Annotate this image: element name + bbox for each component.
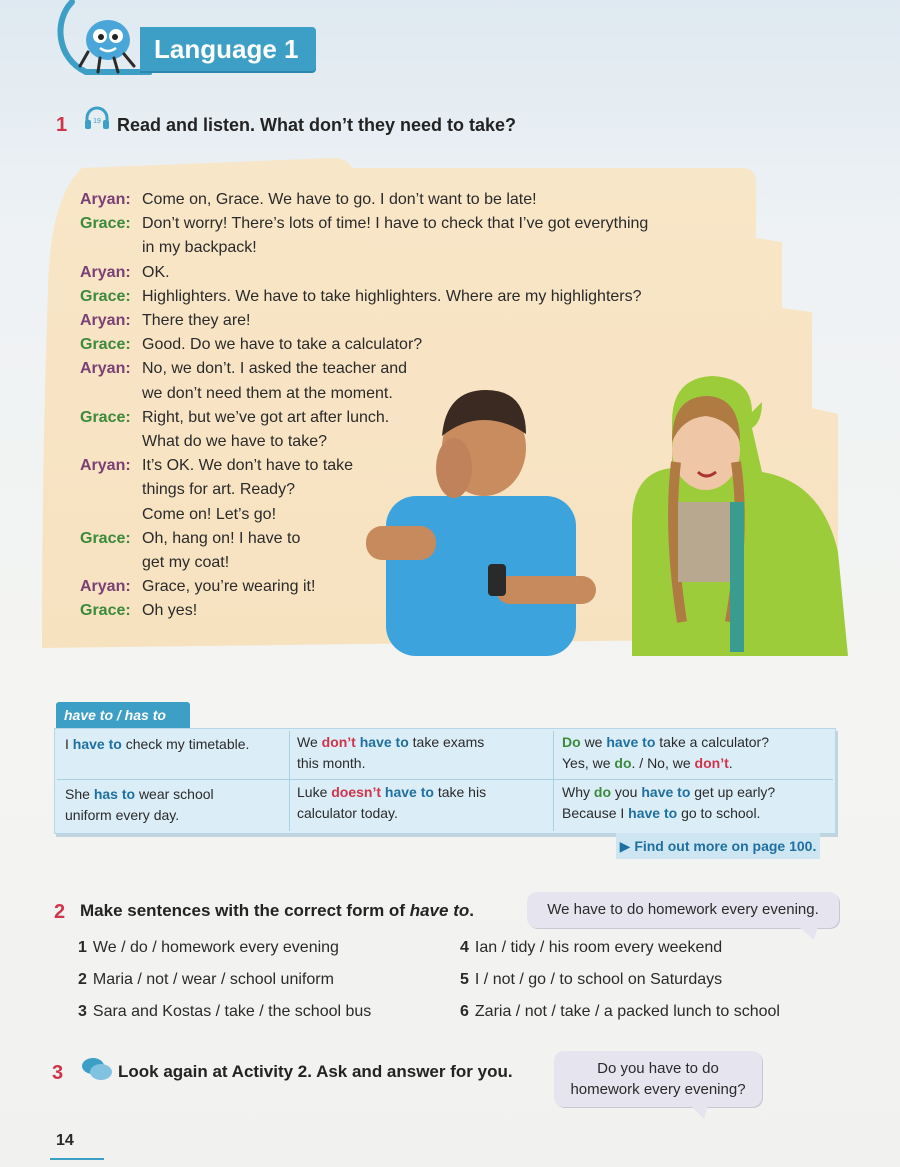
speech-bubbles-icon [80,1054,114,1084]
question-speech-bubble: Do you have to do homework every evening? [554,1051,762,1107]
line-text: Come on! Let’s go! [142,505,277,523]
dialogue-line [80,188,720,212]
dialogue-line [80,309,720,333]
speaker-label [80,382,142,406]
exercise-2-number: 2 [54,901,66,923]
dialogue-line [80,406,720,430]
dialogue-line [80,285,720,309]
speaker-label [80,551,142,575]
list-item: 3 Sara and Kostas / take / the school bus [78,1003,372,1020]
exercise-3-instruction: Look again at Activity 2. Ask and answer for you. [118,1062,513,1081]
example-speech-bubble: We have to do homework every evening. [527,892,839,928]
speaker-label [80,236,142,260]
speaker-label: Grace: [80,602,131,620]
exercise-2-instruction: Make sentences with the correct form of have to. [80,901,474,920]
list-item: 4 Ian / tidy / his room every weekend [460,939,723,956]
exercise-3-number: 3 [52,1062,64,1084]
speaker-label: Aryan: [80,360,131,378]
line-text: get my coat! [142,554,230,572]
grammar-cell-2: We don’t have to take exams this month. [297,734,485,771]
grammar-table [54,728,836,834]
grammar-cell-5: Luke doesn’t have to take his calculator today. [297,784,487,821]
dialogue [80,188,720,624]
dialogue-line [80,551,720,575]
exercise-1-number: 1 [56,114,68,136]
dialogue-line [80,503,720,527]
line-text: There they are! [142,312,251,330]
list-item: 5 I / not / go / to school on Saturdays [460,971,723,988]
grammar-cell-3: Do we have to take a calculator? Yes, we do. / No, we don’t. [562,734,769,771]
dialogue-line [80,212,720,236]
speaker-label: Aryan: [80,312,131,330]
exercise-2-right-list [460,932,860,1028]
list-item: 1 We / do / homework every evening [78,939,339,956]
dialogue-line [80,575,720,599]
speaker-label: Aryan: [80,191,131,208]
dialogue-line [80,430,720,454]
line-text: Right, but we’ve got art after lunch. [142,408,390,426]
line-text: we don’t need them at the moment. [142,384,393,402]
dialogue-line [80,236,720,260]
dialogue-line [80,599,720,623]
line-text: in my backpack! [142,239,257,257]
line-text: Come on, Grace. We have to go. I don’t want to be late! [142,191,537,208]
page-number: 14 [56,1132,74,1149]
play-triangle-icon: ▶ [619,838,631,854]
speaker-label: Grace: [80,215,131,233]
speaker-label [80,478,142,502]
speaker-label: Aryan: [80,578,131,596]
bubble-tail [690,1105,708,1119]
grammar-cell-6: Why do you have to get up early? Because I have to go to school. [562,784,776,821]
dialogue-line [80,382,720,406]
dialogue-line [80,357,720,381]
speaker-label: Grace: [80,287,131,305]
grammar-box-label: have to / has to [56,702,190,728]
headphones-icon[interactable] [82,104,112,134]
page-number-underline [50,1158,104,1160]
dialogue-line [80,261,720,285]
line-text: No, we don’t. I asked the teacher and [142,360,408,378]
list-item: 2 Maria / not / wear / school uniform [78,971,334,988]
exercise-2-left-list [78,932,458,1028]
find-out-more-link[interactable]: ▶ Find out more on page 100. [616,833,820,859]
line-text: Highlighters. We have to take highlighters. Where are my highlighters? [142,287,642,305]
speaker-label: Aryan: [80,457,131,475]
dialogue-line [80,478,720,502]
speaker-label [80,430,142,454]
exercise-1-instruction: Read and listen. What don’t they need to take? [117,115,517,135]
line-text: Don’t worry! There’s lots of time! I have to check that I’ve got everything [142,215,649,233]
line-text: What do we have to take? [142,433,327,451]
line-text: Oh, hang on! I have to [142,529,301,547]
dialogue-line [80,527,720,551]
line-text: things for art. Ready? [142,481,295,499]
line-text: Grace, you’re wearing it! [142,578,316,596]
line-text: It’s OK. We don’t have to take [142,457,354,475]
dialogue-line [80,454,720,478]
mascot-icon [62,6,148,76]
speaker-label: Grace: [80,336,131,354]
line-text: Good. Do we have to take a calculator? [142,336,423,354]
speaker-label: Grace: [80,529,131,547]
grammar-cell-1: I have to check my timetable. [65,736,250,752]
list-item: 6 Zaria / not / take / a packed lunch to school [460,1003,780,1020]
lesson-title-banner: Language 1 [140,27,316,71]
line-text: Oh yes! [142,602,198,620]
grammar-cell-4: She has to wear school uniform every day. [65,786,214,823]
speaker-label: Aryan: [80,263,131,281]
track-number: 19 [93,118,101,125]
speaker-label: Grace: [80,408,131,426]
line-text: OK. [142,263,170,281]
speaker-label [80,503,142,527]
dialogue-line [80,333,720,357]
